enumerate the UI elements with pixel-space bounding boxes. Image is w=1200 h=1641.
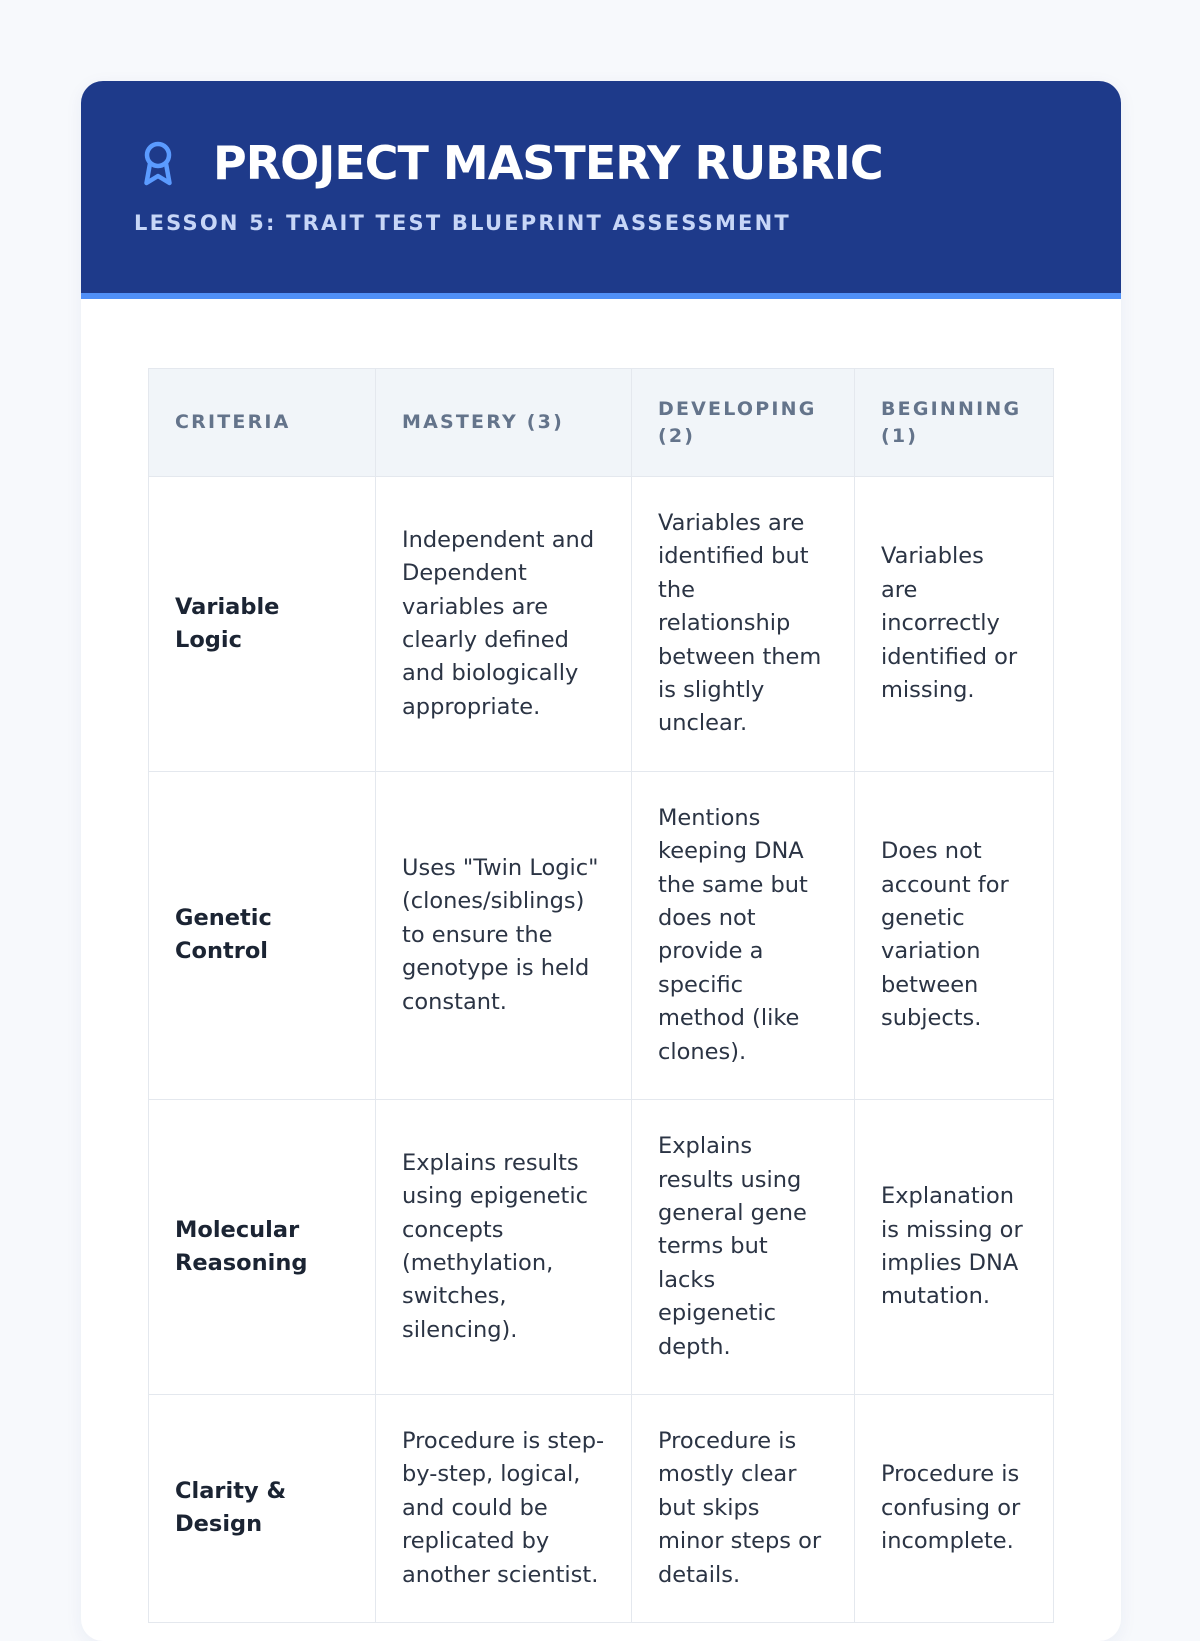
developing-cell: Mentions keeping DNA the same but does not provide a specific method (like clones). — [632, 771, 855, 1099]
criterion-cell: Variable Logic — [149, 477, 376, 772]
table-row — [149, 477, 1054, 772]
criterion-cell: Molecular Reasoning — [149, 1100, 376, 1395]
beginning-cell: Variables are incorrectly identified or missing. — [855, 477, 1054, 772]
table-row — [149, 1100, 1054, 1395]
column-header-developing: DEVELOPING (2) — [632, 369, 855, 477]
developing-cell: Explains results using general gene terms but lacks epigenetic depth. — [632, 1100, 855, 1395]
rubric-card — [81, 81, 1121, 1641]
award-ribbon-icon — [138, 139, 178, 189]
beginning-cell: Procedure is confusing or incomplete. — [855, 1394, 1054, 1622]
rubric-header — [81, 81, 1121, 299]
column-header-beginning: BEGINNING (1) — [855, 369, 1054, 477]
beginning-cell: Explanation is missing or implies DNA mutation. — [855, 1100, 1054, 1395]
mastery-cell: Independent and Dependent variables are clearly defined and biologically appropriate. — [376, 477, 632, 772]
criterion-cell: Clarity & Design — [149, 1394, 376, 1622]
table-row — [149, 1394, 1054, 1622]
developing-cell: Variables are identified but the relationship between them is slightly unclear. — [632, 477, 855, 772]
developing-cell: Procedure is mostly clear but skips minor steps or details. — [632, 1394, 855, 1622]
column-header-mastery: MASTERY (3) — [376, 369, 632, 477]
table-row — [149, 771, 1054, 1099]
page-subtitle: LESSON 5: TRAIT TEST BLUEPRINT ASSESSMENT — [134, 211, 791, 235]
table-header-row — [149, 369, 1054, 477]
mastery-cell: Uses "Twin Logic" (clones/siblings) to ensure the genotype is held constant. — [376, 771, 632, 1099]
criterion-cell: Genetic Control — [149, 771, 376, 1099]
mastery-cell: Explains results using epigenetic concepts (methylation, switches, silencing). — [376, 1100, 632, 1395]
beginning-cell: Does not account for genetic variation between subjects. — [855, 771, 1054, 1099]
column-header-criteria: CRITERIA — [149, 369, 376, 477]
rubric-table — [148, 368, 1054, 1623]
mastery-cell: Procedure is step-by-step, logical, and could be replicated by another scientist. — [376, 1394, 632, 1622]
page-title: PROJECT MASTERY RUBRIC — [213, 136, 883, 190]
